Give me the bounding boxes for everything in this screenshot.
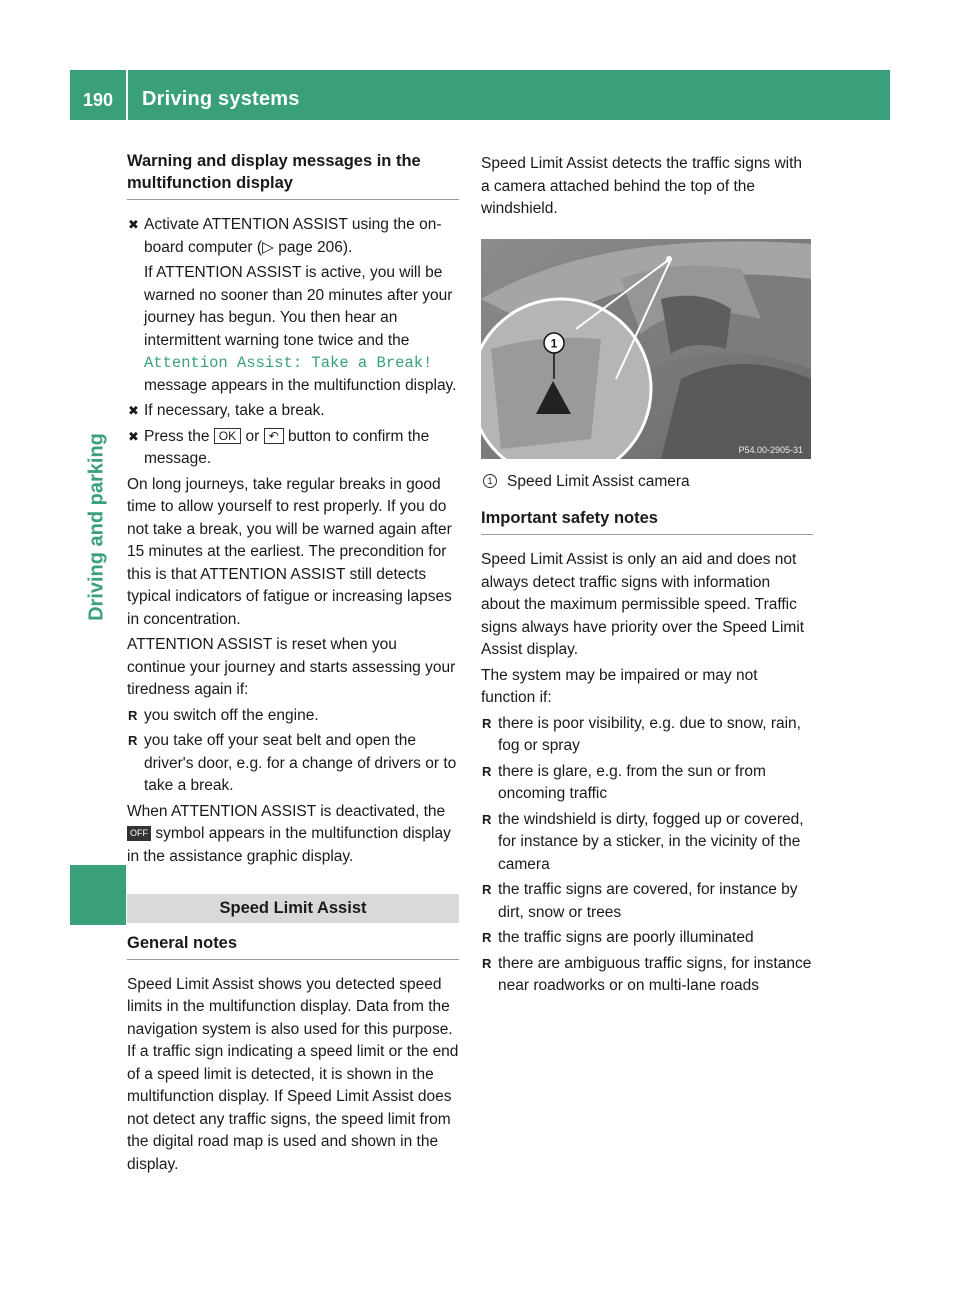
figure-code: P54.00-2905-31 — [738, 444, 803, 455]
page-number: 190 — [70, 70, 126, 120]
paragraph: Speed Limit Assist detects the traffic signs with a camera attached behind the top of the windshield. — [481, 155, 803, 217]
side-tab-label — [86, 432, 108, 622]
step-arrow-icon: ✖ — [128, 217, 139, 232]
subsection-title: General notes — [127, 932, 459, 960]
attention-off-symbol-icon: OFF — [127, 826, 151, 841]
step-arrow-icon: ✖ — [128, 428, 139, 444]
list-item-text: the traffic signs are poorly illuminated — [498, 929, 754, 946]
paragraph: Speed Limit Assist is only an aid and does not always detect traffic signs with information about the maximum permissible speed. Traffic signs always have priority over the Speed Limit Assist display. — [481, 551, 805, 658]
list-item-text: you switch off the engine. — [144, 706, 319, 724]
list-item-text: the windshield is dirty, fogged up or covered, for instance by a sticker, in the vicinity of the camera — [498, 810, 804, 873]
paragraph: ATTENTION ASSIST is reset when you continue your journey and starts assessing your tiredness again if: — [127, 636, 456, 698]
page-header — [70, 70, 890, 120]
instruction-step — [127, 400, 459, 423]
back-key-icon: ↶ — [264, 428, 284, 444]
figure-caption — [481, 471, 813, 494]
list-item-text: there is poor visibility, e.g. due to snow, rain, fog or spray — [498, 714, 801, 754]
paragraph-text-pre: When ATTENTION ASSIST is deactivated, the — [127, 802, 446, 820]
callout-number: 1 — [550, 336, 558, 350]
step-detail-text-a: If ATTENTION ASSIST is active, you will be warned no sooner than 20 minutes after your journey has begun. You then hear an intermittent warning tone twice and the — [144, 264, 453, 349]
paragraph — [127, 801, 459, 869]
bullet-icon: R — [482, 882, 492, 897]
windshield-camera-illustration — [481, 239, 811, 459]
left-column — [127, 150, 459, 1179]
bullet-icon: R — [482, 715, 492, 731]
section-title-safety: Important safety notes — [481, 507, 813, 535]
bullet-icon: R — [128, 733, 138, 748]
section-title-warning: Warning and display messages in the multifunction display — [127, 150, 459, 200]
bullet-icon: R — [482, 955, 492, 971]
step-arrow-icon: ✖ — [128, 403, 139, 418]
list-item — [481, 713, 813, 758]
list-item — [481, 809, 813, 877]
bullet-icon: R — [482, 763, 492, 779]
instruction-step — [127, 426, 459, 471]
list-item — [127, 730, 459, 798]
display-message: Attention Assist: Take a Break! — [144, 354, 433, 372]
step-text: Activate ATTENTION ASSIST using the on-board computer (▷ page 206). — [144, 216, 442, 256]
bullet-icon: R — [482, 930, 492, 945]
side-tab-text: Driving and parking — [85, 433, 108, 621]
list-item-text: the traffic signs are covered, for instance by dirt, snow or trees — [498, 881, 798, 921]
list-item — [481, 927, 813, 950]
list-item-text: you take off your seat belt and open the driver's door, e.g. for a change of drivers or to take a break. — [144, 732, 457, 794]
section-title-speed-limit: Speed Limit Assist — [127, 894, 459, 923]
list-item-text: there is glare, e.g. from the sun or from oncoming traffic — [498, 762, 766, 802]
right-column — [481, 153, 813, 1001]
list-item — [481, 879, 813, 924]
step-text-pre: Press the — [144, 427, 210, 445]
step-detail-text-b: message appears in the multifunction display. — [144, 376, 457, 394]
paragraph: On long journeys, take regular breaks in good time to allow yourself to rest properly. If you do not take a break, you will be warned again after 15 minutes at the earliest. The precondition for this is that ATTENTION ASSIST still detects typical indicators of fatigue or increasing lapses in concentration. — [127, 475, 452, 628]
side-tab-marker — [70, 865, 126, 925]
paragraph: The system may be impaired or may not function if: — [481, 666, 758, 706]
step-text: If necessary, take a break. — [144, 402, 325, 419]
caption-text: Speed Limit Assist camera — [507, 472, 690, 490]
list-item — [481, 761, 813, 806]
step-detail — [127, 262, 459, 397]
paragraph: Speed Limit Assist shows you detected speed limits in the multifunction display. Data from the navigation system is also used for this purpose. If a traffic sign indicating a speed limit or the end of a speed limit is detected, it is shown in the multifunction display. If Speed Limit Assist does not detect any traffic signs, the speed limit from the digital road map is used and shown in the display. — [127, 975, 459, 1173]
list-item-text: there are ambiguous traffic signs, for instance near roadworks or on multi-lane roads — [498, 954, 812, 994]
step-text-mid: or — [245, 427, 260, 445]
list-item — [481, 953, 813, 998]
callout-number-icon: 1 — [483, 474, 497, 488]
step-text-post: button to confirm the message. — [144, 427, 430, 467]
instruction-step — [127, 214, 459, 259]
paragraph-text-post: symbol appears in the multifunction display in the assistance graphic display. — [127, 825, 451, 865]
list-item — [127, 705, 459, 728]
chapter-title: Driving systems — [128, 70, 890, 120]
bullet-icon: R — [482, 811, 492, 827]
bullet-icon: R — [128, 707, 138, 723]
ok-key-icon: OK — [214, 428, 241, 444]
camera-figure — [481, 239, 811, 459]
